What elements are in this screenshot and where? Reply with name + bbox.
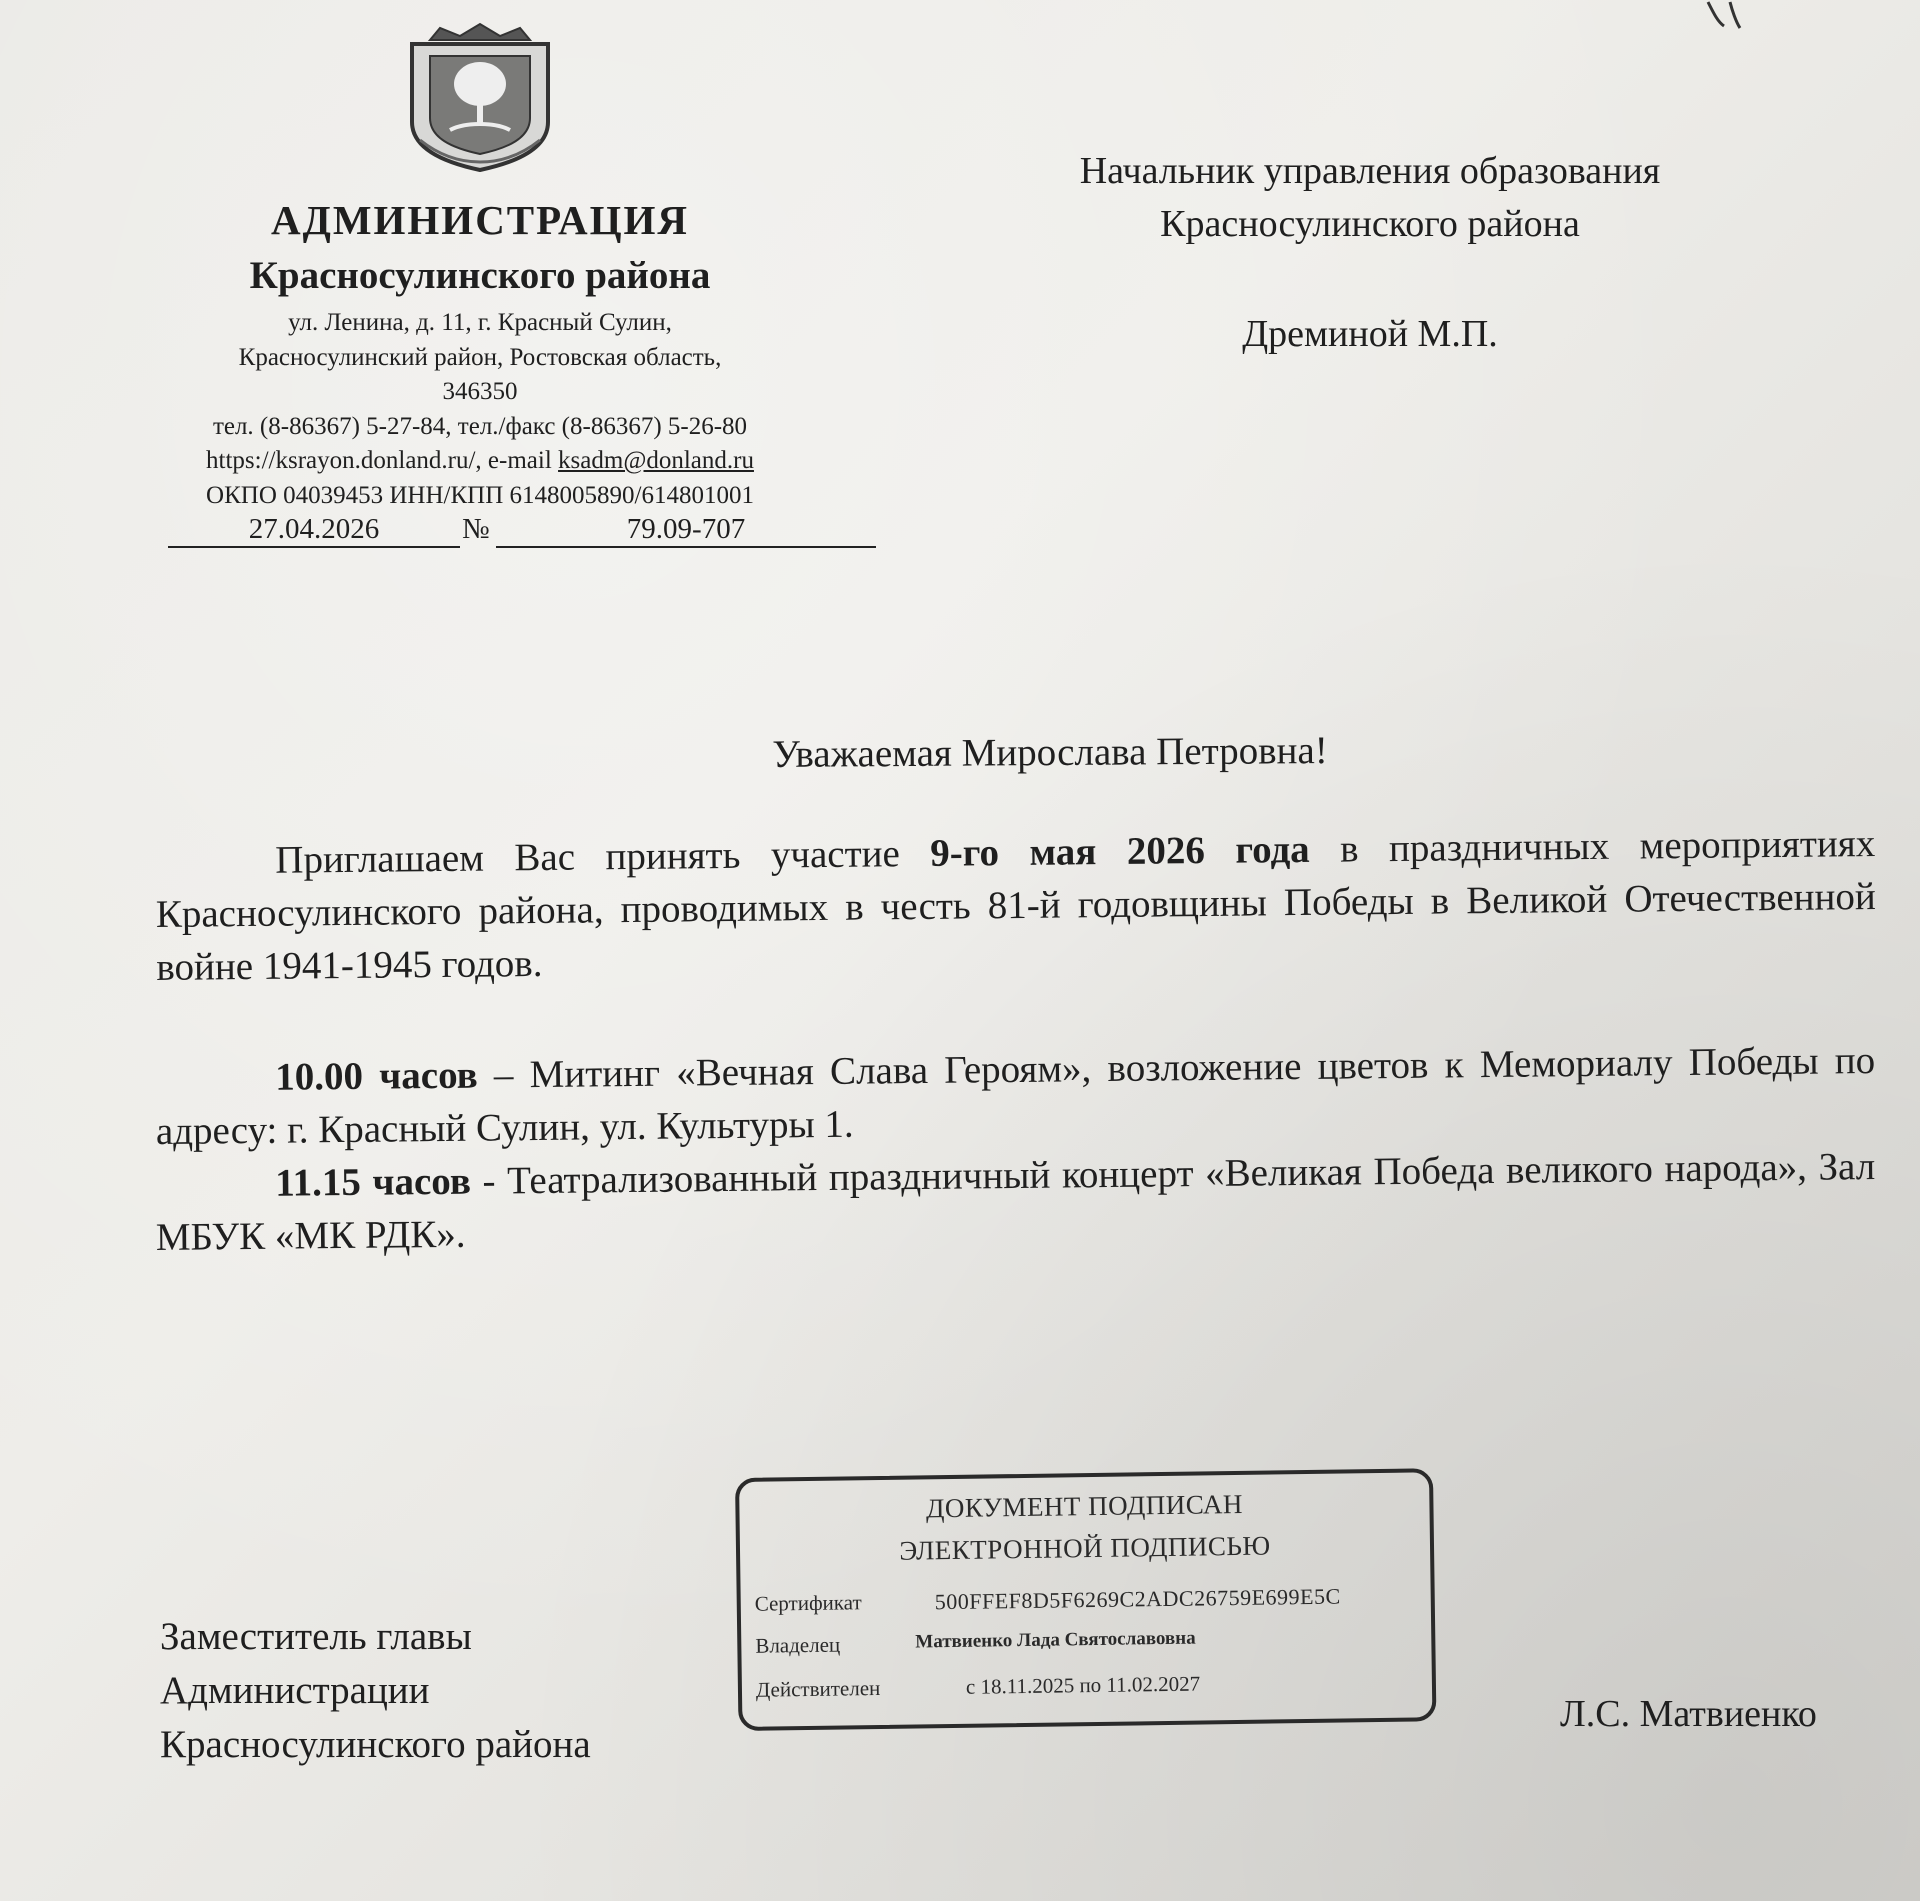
stamp-heading-2: ЭЛЕКТРОННОЙ ПОДПИСЬЮ	[899, 1530, 1271, 1566]
postal-code: 346350	[442, 378, 518, 405]
electronic-signature-stamp	[735, 1468, 1436, 1731]
stamp-validity-row	[755, 1668, 1418, 1702]
signer-title-line-1: Заместитель главы	[160, 1615, 472, 1658]
invitation-paragraph	[155, 817, 1877, 994]
invitation-rest: в праздничных мероприятиях Красносулинского района, проводимых в честь 81-й годовщины Победы в Великой Отечественной войне 1941-1945 годов.	[155, 821, 1876, 989]
signer-title-line-3: Красносулинского района	[160, 1723, 591, 1766]
reg-number-label: №	[462, 513, 490, 545]
website-text: https://ksrayon.donland.ru/, e-mail	[206, 447, 559, 474]
stamp-owner-row	[755, 1624, 1417, 1658]
invitation-lead: Приглашаем Вас принять участие	[275, 831, 931, 882]
owner-label: Владелец	[755, 1632, 841, 1658]
recipient-position-line-1: Начальник управления образования	[1079, 150, 1661, 192]
phone-line: тел. (8-86367) 5-27-84, тел./факс (8-86367) 5-26-80	[212, 413, 748, 440]
org-subtitle: Красносулинского района	[249, 254, 711, 297]
handwritten-mark	[1700, 0, 1760, 30]
email-link[interactable]: ksadm@donland.ru	[558, 447, 754, 474]
schedule-item-rally	[155, 1034, 1876, 1158]
rally-text: – Митинг «Вечная Слава Героям», возложение цветов к Мемориалу Победы по адресу: г. Красный Сулин, ул. Культуры 1.	[155, 1038, 1876, 1153]
reg-date: 27.04.2026	[168, 512, 460, 548]
org-title: АДМИНИСТРАЦИЯ	[271, 197, 689, 243]
rally-time: 10.00 часов	[275, 1053, 478, 1099]
address-line-1: ул. Ленина, д. 11, г. Красный Сулин,	[288, 309, 672, 336]
coat-of-arms-icon	[400, 22, 560, 172]
certificate-label: Сертификат	[754, 1590, 862, 1616]
concert-time: 11.15 часов	[275, 1159, 472, 1205]
event-date: 9-го мая 2026 года	[930, 827, 1310, 875]
stamp-heading-1: ДОКУМЕНТ ПОДПИСАН	[925, 1488, 1244, 1524]
validity-label: Действителен	[755, 1675, 881, 1702]
signer-name: Л.С. Матвиенко	[1560, 1693, 1817, 1735]
schedule-item-concert	[155, 1140, 1876, 1264]
web-email-line	[140, 444, 820, 478]
greeting: Уважаемая Мирослава Петровна!	[772, 729, 1328, 776]
reg-number: 79.09-707	[496, 512, 876, 548]
stamp-certificate-row	[754, 1582, 1417, 1616]
certificate-value: 500FFEF8D5F6269C2ADC26759E699E5C	[934, 1583, 1341, 1615]
recipient-name: Дреминой М.П.	[1242, 313, 1498, 355]
validity-value: с 18.11.2025 по 11.02.2027	[965, 1671, 1201, 1699]
concert-text: - Театрализованный праздничный концерт «Великая Победа великого народа», Зал МБУК «МК РДК».	[155, 1144, 1876, 1259]
recipient-position-line-2: Красносулинского района	[1160, 203, 1580, 245]
address-line-2: Красносулинский район, Ростовская область,	[238, 344, 722, 371]
owner-value: Матвиенко Лада Святославовна	[915, 1627, 1196, 1653]
signer-title-line-2: Администрации	[160, 1669, 430, 1712]
registration-line	[168, 512, 878, 548]
registry-codes: ОКПО 04039453 ИНН/КПП 6148005890/614801001	[206, 482, 754, 509]
